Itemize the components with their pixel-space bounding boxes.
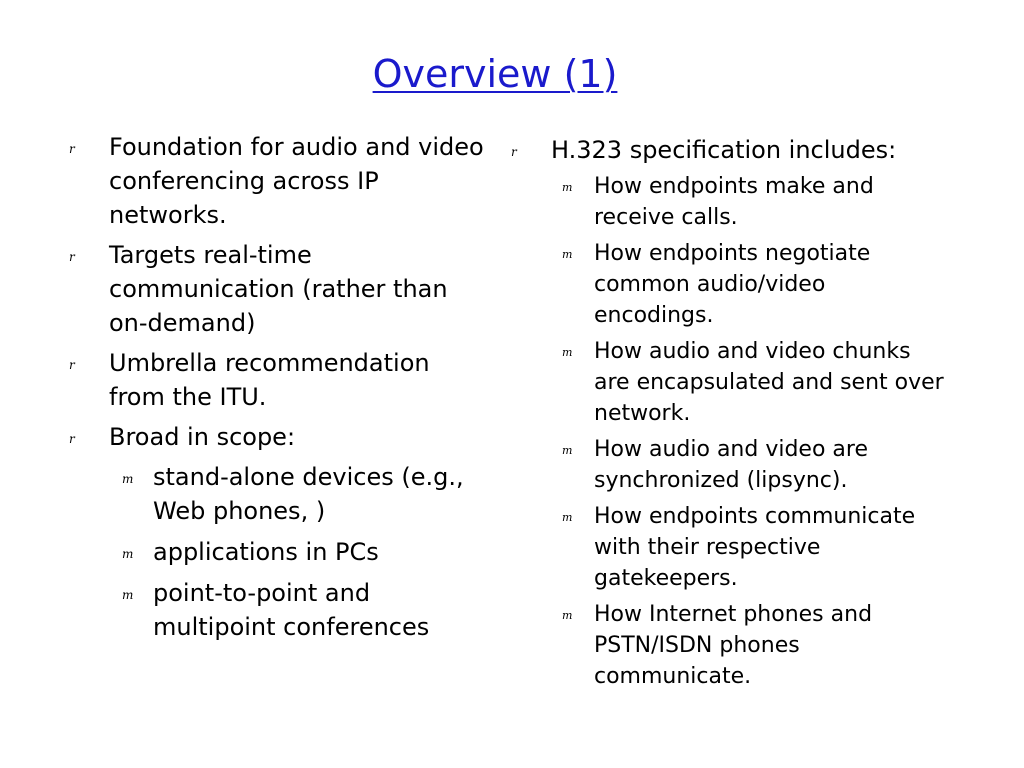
bullet-text: H.323 specification includes: <box>551 136 897 164</box>
sub-bullet-item <box>66 460 486 528</box>
bullet-marker: r <box>511 145 517 159</box>
sub-bullet-item <box>66 576 486 644</box>
sub-bullet-text: point-to-point and multipoint conferences <box>153 579 430 641</box>
bullet-text: Foundation for audio and video conferencing across IP networks. <box>109 133 484 229</box>
sub-bullet-marker: m <box>562 511 573 524</box>
bullet-marker: r <box>69 142 75 156</box>
bullet-text: Broad in scope: <box>109 423 296 451</box>
bullet-text: Targets real-time communication (rather than on-demand) <box>109 241 448 337</box>
sub-bullet-text: How endpoints negotiate common audio/video encodings. <box>594 241 871 328</box>
sub-bullet-item <box>508 434 948 496</box>
bullet-item <box>66 238 486 340</box>
sub-bullet-marker: m <box>562 248 573 261</box>
sub-bullet-item <box>508 336 948 429</box>
sub-bullet-marker: m <box>562 444 573 457</box>
sub-bullet-text: How endpoints make and receive calls. <box>594 174 874 230</box>
sub-bullet-item <box>508 238 948 331</box>
right-column <box>508 133 948 697</box>
sub-bullet-text: How Internet phones and PSTN/ISDN phones communicate. <box>594 602 873 689</box>
sub-bullet-item <box>66 535 486 569</box>
sub-bullet-marker: m <box>562 609 573 622</box>
bullet-text: Umbrella recommendation from the ITU. <box>109 349 430 411</box>
sub-bullet-text: How audio and video are synchronized (lipsync). <box>594 437 868 493</box>
bullet-marker: r <box>69 250 75 264</box>
bullet-marker: r <box>69 432 75 446</box>
sub-bullet-item <box>508 599 948 692</box>
slide-title: Overview (1) <box>372 52 618 96</box>
left-column <box>66 130 486 651</box>
sub-bullet-text: stand-alone devices (e.g., Web phones, ) <box>153 463 464 525</box>
bullet-item <box>66 420 486 454</box>
sub-bullet-marker: m <box>122 588 134 602</box>
bullet-marker: r <box>69 358 75 372</box>
sub-bullet-text: How endpoints communicate with their respective gatekeepers. <box>594 504 916 591</box>
sub-bullet-item <box>508 171 948 233</box>
sub-bullet-item <box>508 501 948 594</box>
sub-bullet-text: applications in PCs <box>153 538 379 566</box>
sub-bullet-marker: m <box>122 547 134 561</box>
sub-bullet-marker: m <box>562 346 573 359</box>
sub-bullet-text: How audio and video chunks are encapsulated and sent over network. <box>594 339 944 426</box>
bullet-item <box>66 130 486 232</box>
sub-bullet-marker: m <box>562 181 573 194</box>
bullet-item <box>508 133 948 167</box>
bullet-item <box>66 346 486 414</box>
sub-bullet-marker: m <box>122 472 134 486</box>
